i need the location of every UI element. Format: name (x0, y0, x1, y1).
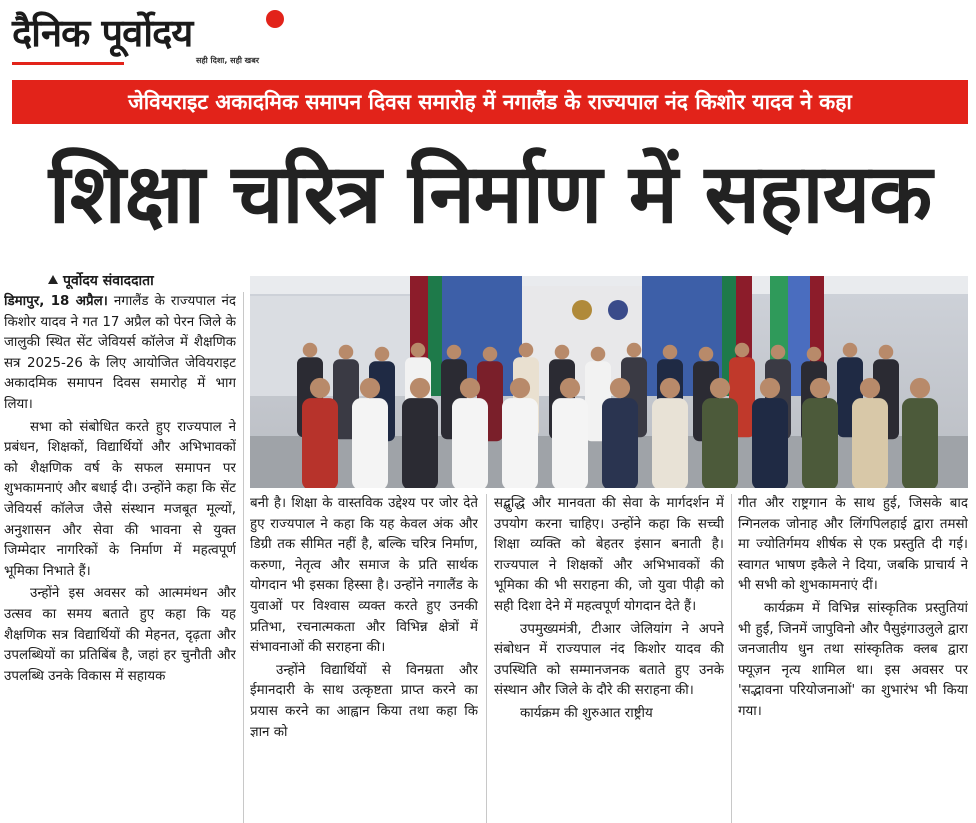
article-paragraph: कार्यक्रम की शुरुआत राष्ट्रीय (520, 705, 653, 721)
newspaper-tagline: सही दिशा, सही खबर (196, 56, 260, 65)
person-body (702, 398, 738, 488)
person-head (411, 343, 426, 358)
column-divider (731, 494, 732, 823)
person-head (771, 345, 786, 360)
paragraph-text: नगालैंड के राज्यपाल नंद किशोर यादव ने गत 17 अप्रैल को पेरन जिले के जालुकी स्थित सेंट जेवियर्स कॉलेज में शैक्षणिक सत्र 2025-26 के लिए आयोजित जेवियराइट अकादमिक समापन दिवस समारोह में भाग लिया। (4, 294, 236, 412)
person-head (339, 345, 354, 360)
person-head (447, 345, 462, 360)
group-photo-image (250, 276, 968, 488)
byline (48, 271, 154, 290)
person-head (303, 343, 318, 358)
person-body (402, 398, 438, 488)
main-headline: शिक्षा चरित्र निर्माण में सहायक (48, 147, 932, 242)
person-head (735, 343, 750, 358)
byline-text: पूर्वोदय संवाददाता (63, 273, 154, 289)
article-paragraph: बनी है। शिक्षा के वास्तविक उद्देश्य पर जोर देते हुए राज्यपाल ने कहा कि यह केवल अंक और डिग्री तक सीमित नहीं है, बल्कि चरित्र निर्माण, करुणा, नेतृत्व और समाज के प्रति सार्थक योगदान भी इसका हिस्सा है। उन्होंने नगालैंड के युवाओं पर विश्वास व्यक्त करते हुए उनकी प्रतिभा, रचनात्मकता और विभिन्न क्षेत्रों में संभावनाओं की सराहना की। (250, 496, 478, 656)
headline-banner: जेवियराइट अकादमिक समापन दिवस समारोह में नगालैंड के राज्यपाल नंद किशोर यादव ने कहा (12, 80, 968, 124)
article-column-2 (250, 494, 478, 823)
article-paragraph: उन्होंने विद्यार्थियों से विनम्रता और ईमानदारी के साथ उत्कृष्टता प्राप्त करने का प्रयास करने का आह्वान किया तथा कहा कि ज्ञान को (250, 662, 478, 740)
article-paragraph: उन्होंने इस अवसर को आत्ममंथन और उत्सव का समय बताते हुए कहा कि यह शैक्षणिक सत्र विद्यार्थियों की मेहनत, दृढ़ता और उपलब्धियों का प्रतिबिंब है, जहां हर चुनौती और उपलब्धि उनके विकास में सहायक (4, 586, 236, 684)
person-body (802, 398, 838, 488)
person-head (310, 378, 330, 398)
person-head (910, 378, 930, 398)
person-head (860, 378, 880, 398)
person-head (375, 347, 390, 362)
dateline: डिमापुर, 18 अप्रैल। (4, 294, 108, 309)
masthead-rule (12, 62, 124, 65)
person-head (660, 378, 680, 398)
person-head (591, 347, 606, 362)
column-divider (486, 494, 487, 823)
article-column-4 (738, 494, 968, 823)
person-head (519, 343, 534, 358)
person-head (555, 345, 570, 360)
person-head (610, 378, 630, 398)
person-head (810, 378, 830, 398)
person-head (879, 345, 894, 360)
person-head (460, 378, 480, 398)
person-head (699, 347, 714, 362)
person-body (852, 398, 888, 488)
logo-dot-icon (266, 10, 284, 28)
person-body (602, 398, 638, 488)
person-head (510, 378, 530, 398)
column-divider (243, 292, 244, 823)
person-head (410, 378, 430, 398)
person-body (902, 398, 938, 488)
person-body (452, 398, 488, 488)
person-body (752, 398, 788, 488)
person-body (552, 398, 588, 488)
person-body (352, 398, 388, 488)
person-head (483, 347, 498, 362)
article-paragraph: कार्यक्रम में विभिन्न सांस्कृतिक प्रस्तुतियां भी हुईं, जिनमें जापुविनो और पैसुइंगाउलुले द्वारा जनजातीय धुन तथा सांस्कृतिक क्लब द्वारा फ्यूज़न नृत्य शामिल था। इस अवसर पर 'सद्भावना परियोजनाओं' का शुभारंभ भी किया गया। (738, 600, 968, 719)
person-head (663, 345, 678, 360)
person-head (560, 378, 580, 398)
person-head (710, 378, 730, 398)
person-head (360, 378, 380, 398)
article-paragraph: उपमुख्यमंत्री, टीआर जेलियांग ने अपने संबोधन में राज्यपाल नंद किशोर यादव की उपस्थिति को सम्मानजनक बताते हुए उनके संस्थान और जिले के दौरे की सराहना की। (494, 621, 724, 699)
person-body (502, 398, 538, 488)
article-paragraph: सद्बुद्धि और मानवता की सेवा के मार्गदर्शन में उपयोग करना चाहिए। उन्होंने कहा कि सच्ची शिक्षा व्यक्ति को बेहतर इंसान बनाती है। राज्यपाल ने शिक्षकों और अभिभावकों की भूमिका की भी सराहना की, जो युवा पीढ़ी को सही दिशा देने में महत्वपूर्ण योगदान देते हैं। (494, 496, 724, 614)
newspaper-title: दैनिक पूर्वोदय (12, 11, 193, 55)
article-paragraph: गीत और राष्ट्रगान के साथ हुई, जिसके बाद न्गिनलक जोनाह और लिंगपिलहाई द्वारा तमसो मा ज्योतिर्गमय शीर्षक से एक प्रस्तुति दी गई। स्वागत भाषण इकैले ने दिया, जबकि प्राचार्य ने भी सभी को शुभकामनाएं दीं। (738, 496, 968, 594)
person-body (302, 398, 338, 488)
person-body (652, 398, 688, 488)
article-column-3 (494, 494, 724, 823)
person-head (627, 343, 642, 358)
article-column-1 (4, 292, 236, 823)
article-paragraph: सभा को संबोधित करते हुए राज्यपाल ने प्रबंधन, शिक्षकों, विद्यार्थियों और अभिभावकों को शैक्षणिक वर्ष के सफल समापन पर शुभकामनाएं और बधाई दी। उन्होंने कहा कि सेंट जेवियर्स कॉलेज जैसे संस्थान मजबूत मूल्यों, अनुशासन और सेवा की भावना से युक्त जिम्मेदार नागरिकों के निर्माण में महत्वपूर्ण भूमिका निभाते हैं। (4, 419, 236, 579)
masthead-logo (12, 4, 292, 70)
person-head (807, 347, 822, 362)
person-head (760, 378, 780, 398)
person-head (843, 343, 858, 358)
article-paragraph (4, 292, 236, 416)
triangle-icon (48, 275, 58, 284)
